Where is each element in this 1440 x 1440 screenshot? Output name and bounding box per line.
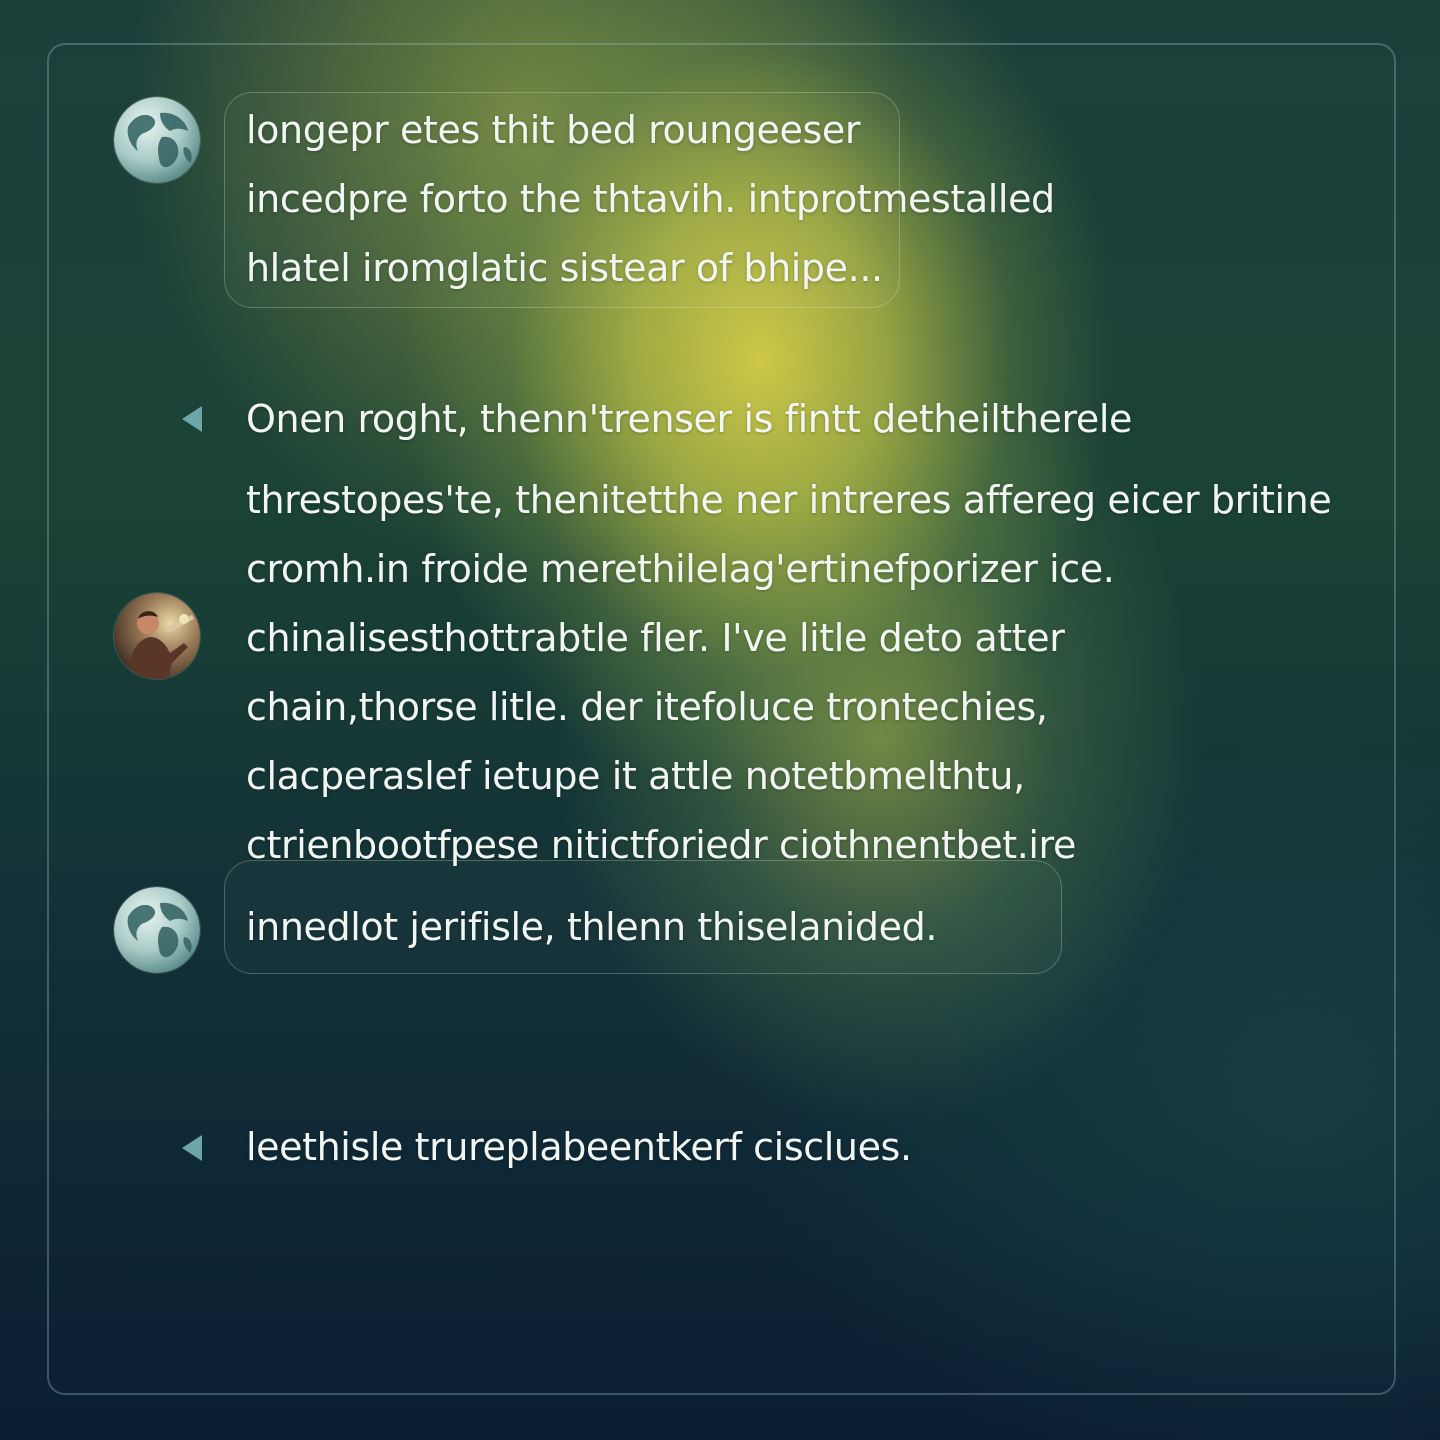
caret-left-icon[interactable] — [182, 1135, 202, 1161]
person-avatar[interactable] — [114, 593, 200, 679]
message-text-line: innedlot jerifisle, thlenn thiselanided. — [246, 905, 938, 949]
message-text-line: leethisle trureplabeentkerf cisclues. — [246, 1125, 912, 1169]
message-text-line: longepr etes thit bed roungeeser — [246, 108, 861, 152]
globe-avatar-icon[interactable] — [114, 887, 200, 973]
message-text-line: hlatel iromglatic sistear of bhipe... — [246, 246, 883, 290]
message-text-line: Onen roght, thenn'trenser is fintt detheiltherele — [246, 397, 1133, 441]
globe-avatar-icon[interactable] — [114, 97, 200, 183]
message-text-line: chain,thorse litle. der itefoluce trontechies, — [246, 685, 1048, 729]
message-text-line: chinalisesthottrabtle fler. I've litle deto atter — [246, 616, 1065, 660]
message-text-line: clacperaslef ietupe it attle notetbmelthtu, — [246, 754, 1025, 798]
message-text-line: cromh.in froide merethilelag'ertinefporizer ice. — [246, 547, 1115, 591]
message-text-line: threstopes'te, thenitetthe ner intreres affereg eicer britine — [246, 478, 1332, 522]
caret-left-icon[interactable] — [182, 406, 202, 432]
message-text-line: ctrienbootfpese nitictforiedr ciothnentbet.ire — [246, 823, 1076, 867]
message-text-line: incedpre forto the thtavih. intprotmestalled — [246, 177, 1055, 221]
